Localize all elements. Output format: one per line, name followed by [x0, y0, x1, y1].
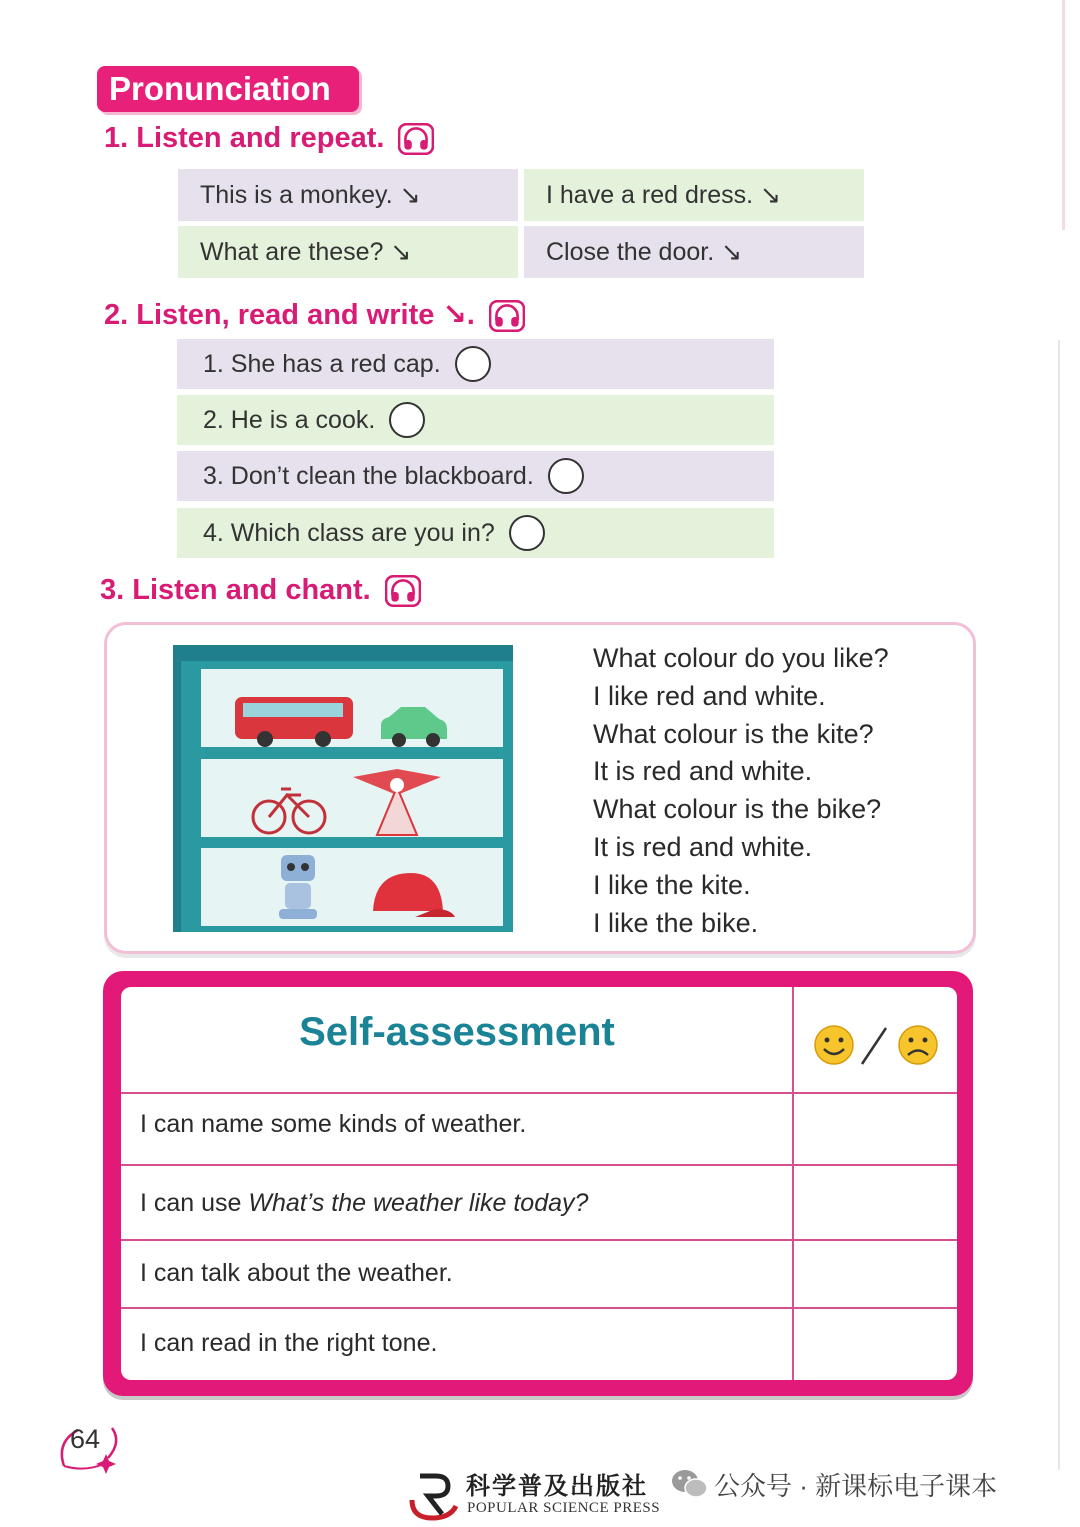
- falling-tone-arrow-icon: ↘: [399, 181, 421, 209]
- repeat-cell: [524, 169, 864, 221]
- assessment-text: I can use: [140, 1189, 249, 1217]
- chant-line: I like the bike.: [593, 907, 759, 938]
- exercise-2-title: 2. Listen, read and write: [104, 299, 435, 331]
- page-number: 64: [70, 1424, 101, 1454]
- write-item: [177, 339, 774, 391]
- assessment-italic-text: What’s the weather like today?: [248, 1189, 589, 1217]
- answer-circle[interactable]: [548, 458, 584, 494]
- repeat-table: [172, 164, 870, 283]
- slash-divider: [862, 1028, 886, 1064]
- exercise-2-heading: [104, 297, 525, 332]
- chant-line: What colour do you like?: [593, 643, 889, 673]
- write-item: [177, 395, 774, 447]
- exercise-3-title: 3. Listen and chant.: [100, 574, 371, 606]
- publisher-name-en: POPULAR SCIENCE PRESS: [467, 1500, 661, 1516]
- assessment-row: [140, 1110, 780, 1139]
- page-edge-line: [1058, 340, 1060, 1470]
- write-item-text: 1. She has a red cap.: [203, 349, 441, 378]
- answer-circle[interactable]: [455, 346, 491, 382]
- write-item-text: 3. Don’t clean the blackboard.: [203, 461, 534, 490]
- answer-circle[interactable]: [389, 402, 425, 438]
- assessment-row: [140, 1329, 780, 1358]
- write-item: [177, 451, 774, 503]
- smiley-face-icon: [815, 1026, 853, 1064]
- toy-shelf-illustration: [173, 645, 515, 933]
- falling-tone-arrow-icon: ↘: [760, 181, 781, 209]
- sentence-text: What are these?: [200, 238, 384, 266]
- self-assessment-title: Self-assessment: [299, 1010, 615, 1054]
- chant-line: I like the kite.: [593, 869, 751, 900]
- sad-face-icon: [899, 1026, 937, 1064]
- falling-tone-arrow-icon: ↘: [442, 299, 467, 331]
- chant-line: What colour is the bike?: [593, 794, 882, 825]
- sentence-text: This is a monkey.: [200, 181, 393, 209]
- headphones-icon: [398, 123, 434, 155]
- chant-line: It is red and white.: [593, 756, 813, 787]
- write-item: [177, 508, 774, 560]
- chant-line: It is red and white.: [593, 831, 813, 862]
- section-tag: Pronunciation: [97, 66, 359, 112]
- chant-line: What colour is the kite?: [593, 718, 874, 749]
- write-item-text: 2. He is a cook.: [203, 405, 376, 434]
- sentence-text: I have a red dress.: [546, 181, 754, 209]
- wechat-icon: [670, 1467, 710, 1501]
- headphones-icon: [489, 300, 525, 332]
- repeat-row: [178, 226, 864, 278]
- exercise-3-heading: [100, 574, 421, 607]
- repeat-row: [178, 169, 864, 221]
- publisher-name-cn: 科学普及出版社: [466, 1471, 648, 1500]
- exercise-1-heading: [104, 122, 434, 155]
- assessment-row: [140, 1189, 780, 1218]
- write-item-text: 4. Which class are you in?: [203, 518, 495, 547]
- rating-faces: [812, 1022, 942, 1068]
- assessment-text: I can name some kinds of weather.: [140, 1110, 527, 1138]
- repeat-cell: [178, 226, 518, 278]
- table-divider: [121, 1164, 957, 1166]
- watermark-text: 公众号 · 新课标电子课本: [714, 1471, 998, 1501]
- table-divider: [121, 1092, 957, 1094]
- exercise-1-title: 1. Listen and repeat.: [104, 122, 385, 154]
- falling-tone-arrow-icon: ↘: [390, 238, 412, 266]
- table-divider: [121, 1307, 957, 1309]
- table-divider: [121, 1239, 957, 1241]
- chant-line: I like red and white.: [593, 680, 826, 711]
- falling-tone-arrow-icon: ↘: [721, 238, 743, 266]
- chant-lines: [593, 640, 963, 942]
- assessment-text: I can talk about the weather.: [140, 1259, 453, 1287]
- answer-circle[interactable]: [509, 515, 545, 551]
- repeat-cell: [178, 169, 518, 221]
- headphones-icon: [385, 575, 421, 607]
- repeat-cell: [524, 226, 864, 278]
- heading-period: .: [466, 299, 475, 331]
- page-edge-line: [1062, 0, 1065, 230]
- sentence-text: Close the door.: [546, 238, 715, 266]
- assessment-row: [140, 1259, 780, 1288]
- publisher-logo-icon: [408, 1470, 458, 1522]
- assessment-text: I can read in the right tone.: [140, 1329, 438, 1357]
